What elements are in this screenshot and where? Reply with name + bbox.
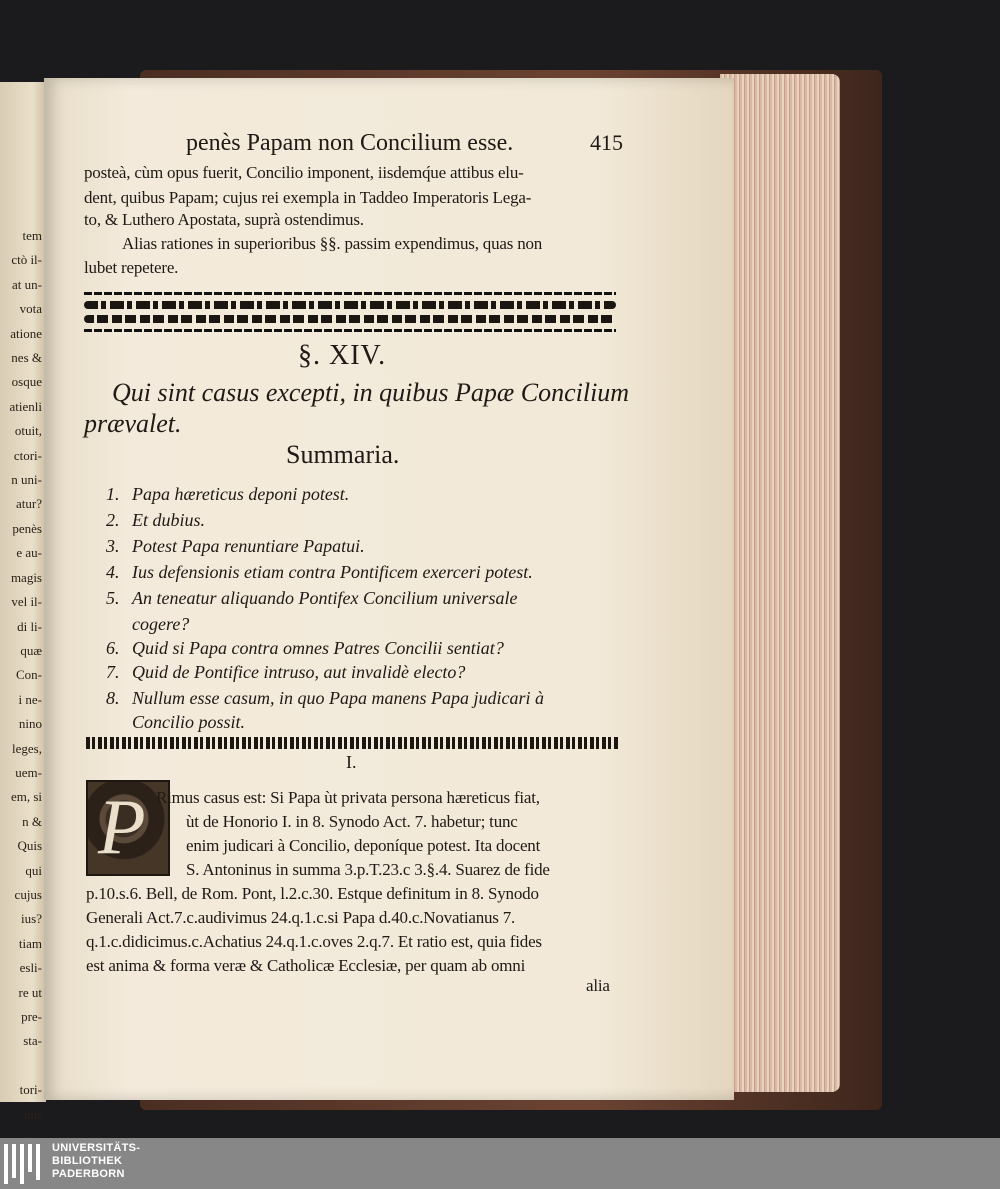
page-number: 415 xyxy=(590,130,623,155)
left-page-fragment: di li- xyxy=(17,618,42,634)
left-page-text xyxy=(0,224,46,1151)
summary-item: 3. Potest Papa renuntiare Papatui. xyxy=(106,536,365,556)
library-name: UNIVERSITÄTS- BIBLIOTHEK PADERBORN xyxy=(52,1142,141,1180)
left-page-fragment: tori- xyxy=(19,1082,42,1098)
left-page-fragment: penès xyxy=(12,520,42,536)
left-page-fragment: vel il- xyxy=(11,594,42,610)
left-page-fragment: Quis xyxy=(17,838,42,854)
left-page-fragment: magis xyxy=(10,569,42,585)
body-line: ùt de Honorio I. in 8. Synodo Act. 7. habetur; tunc xyxy=(186,812,518,831)
summary-item: 6. Quid si Papa contra omnes Patres Concilii sentiat? xyxy=(106,638,504,658)
summary-item: 4. Ius defensionis etiam contra Pontificem exerceri potest. xyxy=(106,562,533,582)
summary-item: cogere? xyxy=(132,614,190,634)
left-page-fragment: sta- xyxy=(23,1033,42,1049)
library-logo-icon xyxy=(4,1144,42,1184)
page-edges xyxy=(720,74,840,1092)
left-page-fragment: uem- xyxy=(15,764,42,780)
left-page-fragment: osque xyxy=(11,374,42,390)
summary-item: 2. Et dubius. xyxy=(106,510,206,530)
left-page-fragment: n & xyxy=(22,813,42,829)
left-page-fragment: atione xyxy=(10,325,42,341)
section-number: §. XIV. xyxy=(298,340,387,371)
left-page xyxy=(0,82,46,1122)
left-page-fragment xyxy=(0,1054,46,1078)
left-page-fragment: pre- xyxy=(21,1009,42,1024)
summary-item: 8. Nullum esse casum, in quo Papa manens Papa judicari à xyxy=(106,688,544,708)
left-page-fragment: tiam xyxy=(18,935,42,951)
left-page-fragment: e au- xyxy=(16,545,42,561)
library-footer xyxy=(0,1138,1000,1189)
summaria-title: Summaria. xyxy=(286,440,400,469)
ornamental-rule xyxy=(86,737,620,749)
running-header: penès Papam non Concilium esse. xyxy=(186,130,514,156)
body-line: Generali Act.7.c.audivimus 24.q.1.c.si Papa d.40.c.Novatianus 7. xyxy=(86,908,516,927)
left-page-fragment: vota xyxy=(19,301,42,317)
left-page-fragment: atur? xyxy=(16,496,42,512)
section-heading: Qui sint casus excepti, in quibus Papæ Concilium xyxy=(112,378,630,407)
intro-line: posteà, cùm opus fuerit, Concilio imponent, iisdemq́ue attibus elu- xyxy=(84,163,524,182)
left-page-fragment: ctò il- xyxy=(11,252,42,268)
left-page-fragment: at un- xyxy=(12,276,42,292)
left-page-fragment: atienli xyxy=(9,398,42,414)
left-page-fragment: tem xyxy=(22,228,42,243)
body-line: q.1.c.didicimus.c.Achatius 24.q.1.c.oves 2.q.7. Et ratio est, quia fides xyxy=(86,932,542,951)
intro-line: Alias rationes in superioribus §§. passim expendimus, quas non xyxy=(122,234,543,253)
left-page-fragment: nùs xyxy=(23,1106,42,1122)
left-page-fragment: esli- xyxy=(19,960,42,976)
left-page-fragment: cujus xyxy=(14,886,42,902)
body-line: enim judicari à Concilio, deponíque potest. Ita docent xyxy=(186,836,541,855)
summary-item: 5. An teneatur aliquando Pontifex Concilium universale xyxy=(106,588,518,608)
left-page-fragment: leges, xyxy=(12,740,42,756)
left-page-fragment: i ne- xyxy=(18,691,42,707)
summary-item: 7. Quid de Pontifice intruso, aut invalidè electo? xyxy=(106,662,466,682)
initial-letter: P xyxy=(98,783,146,870)
intro-line: lubet repetere. xyxy=(84,258,179,277)
body-line: S. Antoninus in summa 3.p.T.23.c 3.§.4. Suarez de fide xyxy=(186,860,550,879)
left-page-fragment: em, si xyxy=(10,789,42,805)
body-line: Rimus casus est: Si Papa ùt privata persona hæreticus fiat, xyxy=(156,788,540,807)
intro-line: dent, quibus Papam; cujus rei exempla in Taddeo Imperatoris Lega- xyxy=(84,188,532,207)
body-line: est anima & forma veræ & Catholicæ Ecclesiæ, per quam ab omni xyxy=(86,956,526,975)
section-heading: prævalet. xyxy=(84,409,182,438)
ornamental-band xyxy=(84,292,616,332)
left-page-fragment: Con- xyxy=(16,667,42,683)
left-page-fragment: re ut xyxy=(18,984,42,1000)
summary-item: Concilio possit. xyxy=(132,712,246,732)
left-page-fragment: quæ xyxy=(20,642,42,658)
left-page-fragment: otuit, xyxy=(14,423,42,439)
left-page-fragment: nes & xyxy=(11,350,42,366)
left-page-fragment: nino xyxy=(18,716,42,732)
summary-item: 1. Papa hæreticus deponi potest. xyxy=(106,484,350,504)
left-page-fragment: n uni- xyxy=(11,472,42,488)
left-page-fragment: qui xyxy=(25,862,42,878)
intro-line: to, & Luthero Apostata, suprà ostendimus. xyxy=(84,210,364,229)
body-line: p.10.s.6. Bell, de Rom. Pont, l.2.c.30. Estque definitum in 8. Synodo xyxy=(86,884,539,903)
left-page-fragment: ius? xyxy=(21,911,42,927)
left-page-fragment: ctori- xyxy=(13,447,42,463)
catchword: alia xyxy=(586,976,610,995)
paragraph-number: I. xyxy=(346,752,357,772)
